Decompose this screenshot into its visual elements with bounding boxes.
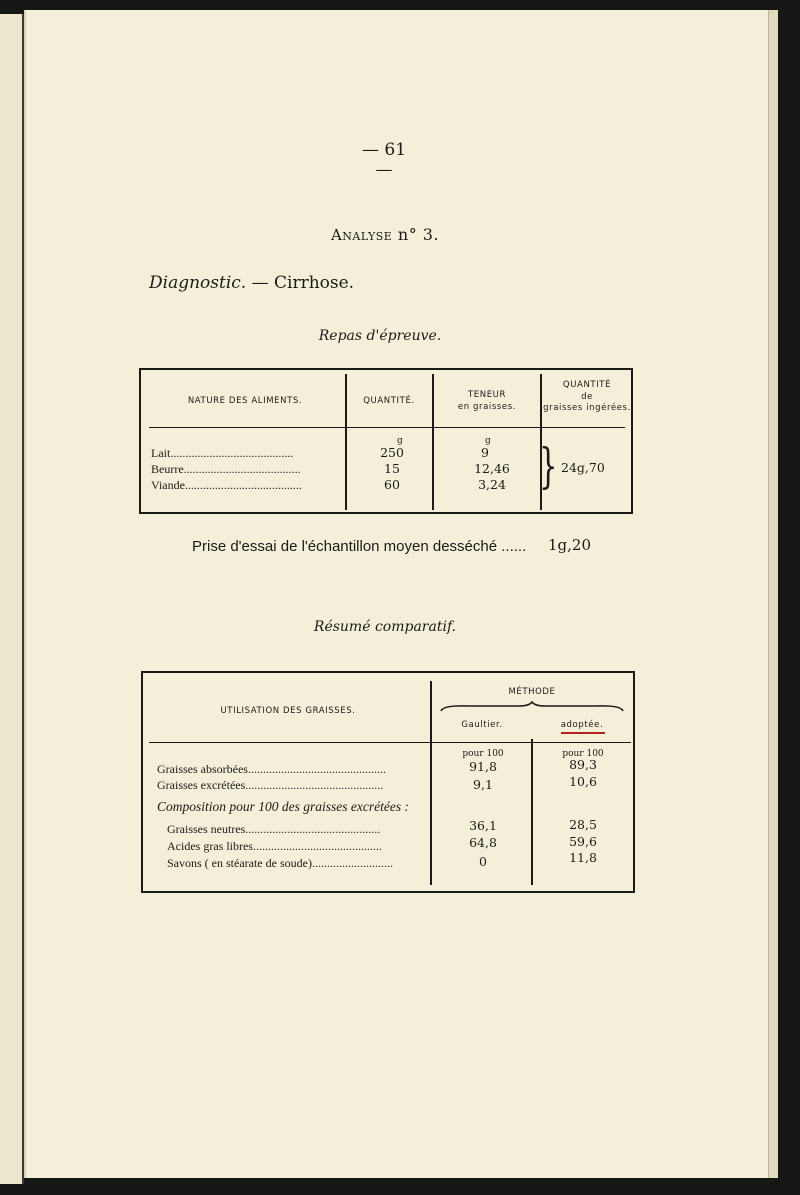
header-quantite: QUANTITÉ. bbox=[363, 396, 415, 406]
row-label-excretees: Graisses excrétées.............................................. bbox=[157, 778, 384, 792]
meal-table-divider bbox=[345, 374, 347, 510]
diagnostic-label: Diagnostic. bbox=[149, 273, 247, 293]
row-label-beurre: Beurre....................................... bbox=[151, 462, 301, 476]
row-label-savons: Savons ( en stéarate de soude)........................... bbox=[167, 856, 393, 870]
analysis-heading-prefix: Analyse bbox=[330, 226, 393, 244]
meal-table-header-rule bbox=[149, 427, 625, 428]
row-teneur-beurre: 12,46 bbox=[474, 461, 510, 476]
repas-title: Repas d'épreuve. bbox=[318, 328, 442, 344]
document-page bbox=[24, 10, 776, 1178]
row-adoptee-absorbees: 89,3 bbox=[569, 757, 597, 772]
row-quantite-lait: 250 bbox=[380, 445, 404, 460]
unit-adoptee: pour 100 bbox=[562, 749, 604, 759]
comparison-table-divider bbox=[531, 739, 533, 885]
row-adoptee-neutres: 28,5 bbox=[569, 817, 597, 832]
row-adoptee-acides: 59,6 bbox=[569, 834, 597, 849]
comparison-table-header-rule bbox=[149, 742, 631, 743]
row-gaultier-excretees: 9,1 bbox=[473, 777, 493, 792]
row-label-lait: Lait......................................... bbox=[151, 446, 294, 460]
row-adoptee-excretees: 10,6 bbox=[569, 774, 597, 789]
composition-heading: Composition pour 100 des graisses excrétées : bbox=[157, 799, 409, 814]
unit-teneur: g bbox=[485, 436, 491, 446]
row-gaultier-acides: 64,8 bbox=[469, 835, 497, 850]
prise-essai-text: Prise d'essai de l'échantillon moyen desséché ...... bbox=[192, 538, 527, 555]
row-quantite-viande: 60 bbox=[384, 477, 400, 492]
row-teneur-lait: 9 bbox=[481, 445, 489, 460]
unit-gaultier: pour 100 bbox=[462, 749, 504, 759]
analysis-heading bbox=[310, 225, 460, 244]
resume-title: Résumé comparatif. bbox=[313, 619, 457, 635]
header-utilisation: UTILISATION DES GRAISSES. bbox=[220, 706, 356, 716]
row-quantite-beurre: 15 bbox=[384, 461, 400, 476]
header-qi-3: graisses ingérées. bbox=[543, 403, 631, 413]
row-label-absorbees: Graisses absorbées.............................................. bbox=[157, 762, 386, 776]
row-gaultier-neutres: 36,1 bbox=[469, 818, 497, 833]
unit-quantite: g bbox=[397, 436, 403, 446]
header-qi-2: de bbox=[581, 392, 593, 402]
row-label-viande: Viande....................................... bbox=[151, 478, 302, 492]
brace-glyph: } bbox=[539, 438, 558, 494]
methode-brace-icon bbox=[439, 701, 625, 715]
header-qi-1: QUANTITÉ bbox=[562, 380, 612, 390]
page-number: — 61 — bbox=[361, 140, 407, 180]
page-edge bbox=[768, 10, 778, 1178]
diagnostic-value: — Cirrhose. bbox=[251, 273, 355, 293]
meal-table bbox=[139, 368, 633, 514]
header-gaultier: Gaultier. bbox=[461, 720, 503, 730]
adoptee-underline bbox=[561, 732, 605, 734]
row-label-neutres: Graisses neutres............................................. bbox=[167, 822, 381, 836]
row-teneur-viande: 3,24 bbox=[478, 477, 506, 492]
header-adoptee: adoptée. bbox=[560, 720, 604, 730]
total-graisses: 24g,70 bbox=[561, 460, 605, 475]
diagnostic-line bbox=[149, 273, 354, 293]
row-gaultier-absorbees: 91,8 bbox=[469, 759, 497, 774]
analysis-heading-number: n° 3. bbox=[397, 225, 440, 244]
comparison-table-divider bbox=[430, 681, 432, 885]
header-nature: NATURE DES ALIMENTS. bbox=[187, 396, 303, 406]
prise-essai-value: 1g,20 bbox=[548, 536, 592, 554]
row-label-acides: Acides gras libres........................................... bbox=[167, 839, 382, 853]
meal-table-divider bbox=[432, 374, 434, 510]
row-adoptee-savons: 11,8 bbox=[569, 850, 597, 865]
comparison-table bbox=[141, 671, 635, 893]
header-teneur-1: TENEUR bbox=[467, 390, 507, 400]
header-teneur-2: en graisses. bbox=[457, 402, 517, 412]
header-methode: MÉTHODE bbox=[508, 687, 556, 697]
previous-page-edge bbox=[0, 14, 24, 1184]
row-gaultier-savons: 0 bbox=[479, 854, 487, 869]
